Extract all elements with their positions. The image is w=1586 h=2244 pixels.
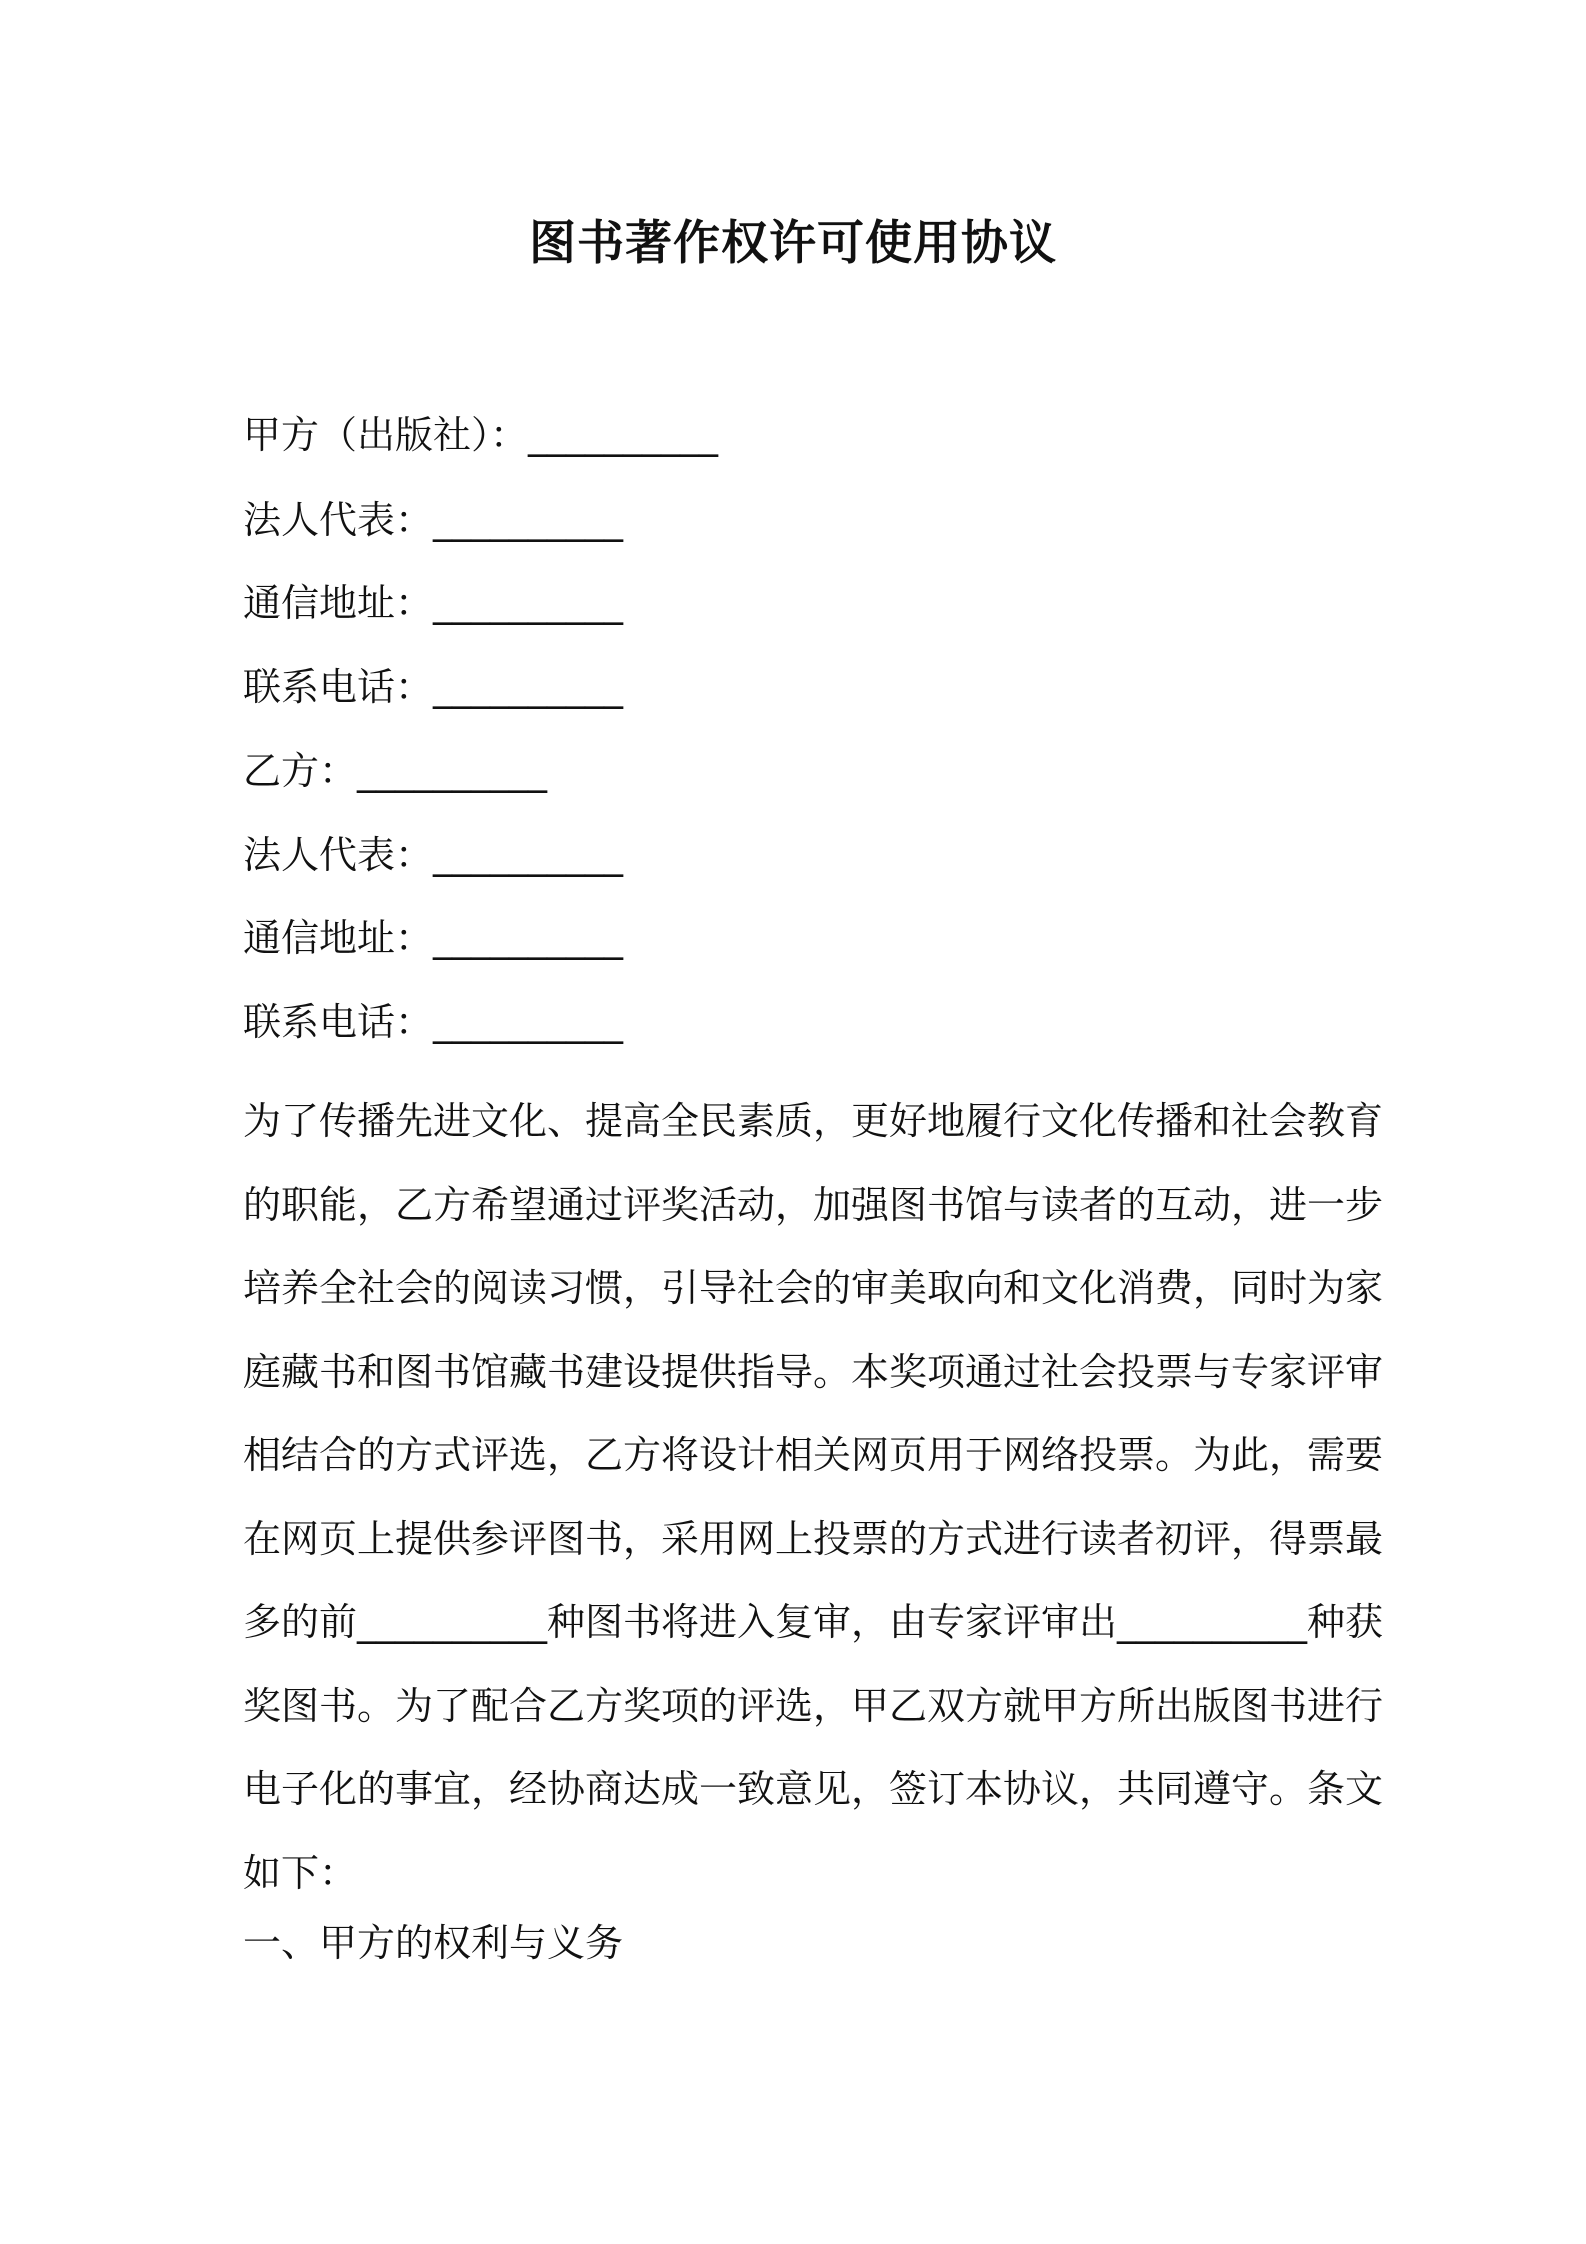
paragraph-line: 培养全社会的阅读习惯，引导社会的审美取向和文化消费，同时为家 [243, 1266, 1384, 1310]
paragraph-line: 电子化的事宜，经协商达成一致意见，签订本协议，共同遵守。条文 [243, 1767, 1384, 1811]
party-b-phone-field: 联系电话：__________ [243, 1000, 624, 1044]
party-a-legal-rep-field: 法人代表：__________ [243, 498, 624, 542]
paragraph-line: 的职能，乙方希望通过评奖活动，加强图书馆与读者的互动，进一步 [243, 1182, 1384, 1227]
paragraph-line: 相结合的方式评选，乙方将设计相关网页用于网络投票。为此，需要 [243, 1433, 1384, 1477]
party-b-legal-rep-field: 法人代表：__________ [243, 833, 624, 877]
paragraph-line: 庭藏书和图书馆藏书建设提供指导。本奖项通过社会投票与专家评审 [243, 1349, 1384, 1394]
paragraph-line: 为了传播先进文化、提高全民素质，更好地履行文化传播和社会教育 [243, 1099, 1384, 1143]
party-a-address-field: 通信地址：__________ [243, 581, 624, 625]
party-b-name-field: 乙方：__________ [243, 749, 548, 793]
party-a-phone-field: 联系电话：__________ [243, 665, 624, 709]
preamble-paragraph [243, 1080, 1384, 1915]
party-b-address-field: 通信地址：__________ [243, 916, 624, 960]
paragraph-line: 如下： [243, 1850, 358, 1895]
paragraph-line: 奖图书。为了配合乙方奖项的评选，甲乙双方就甲方所出版图书进行 [243, 1683, 1384, 1728]
paragraph-line: 在网页上提供参评图书，采用网上投票的方式进行读者初评，得票最 [243, 1516, 1384, 1561]
paragraph-line: 多的前__________种图书将进入复审，由专家评审出__________种获 [243, 1600, 1384, 1644]
page-title: 图书著作权许可使用协议 [529, 216, 1057, 271]
section-heading: 一、甲方的权利与义务 [243, 1921, 624, 1965]
party-a-name-field: 甲方（出版社）：__________ [243, 413, 719, 457]
